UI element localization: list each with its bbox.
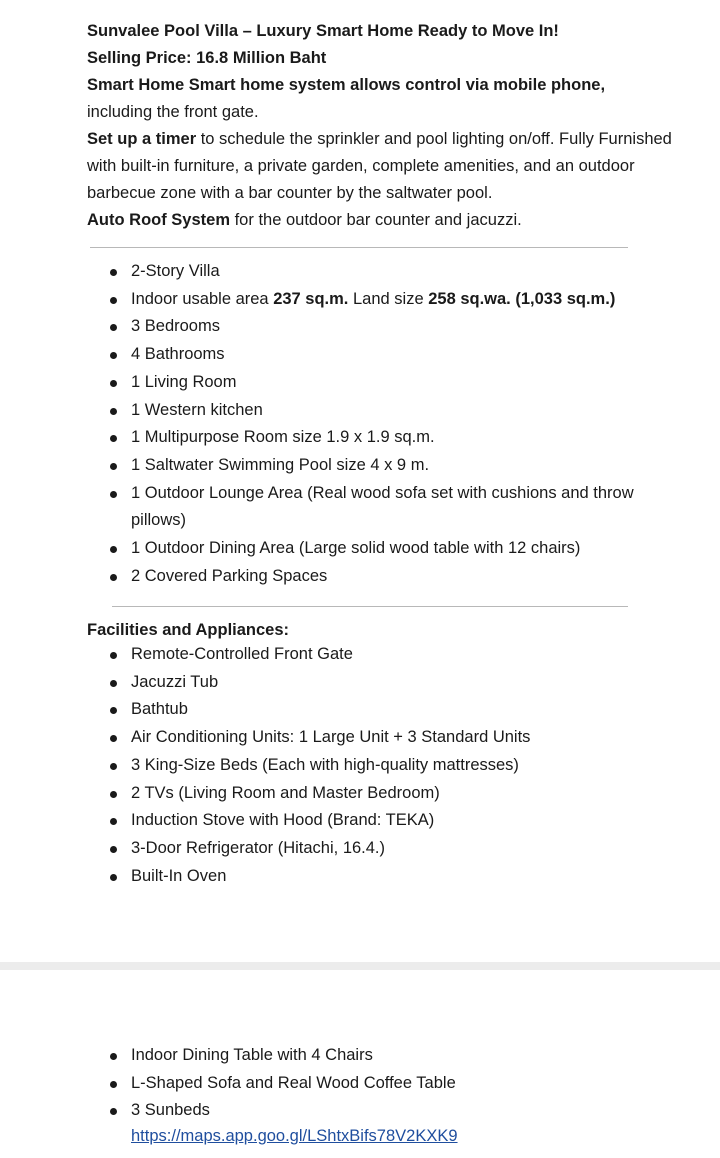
list-item: 3 Sunbeds [108, 1097, 668, 1125]
area-mid: Land size [348, 289, 429, 308]
facilities-list [108, 641, 668, 890]
smart-home-paragraph [87, 72, 687, 126]
list-item: Jacuzzi Tub [108, 669, 668, 697]
roof-label: Auto Roof System [87, 211, 231, 229]
list-item: 4 Bathrooms [108, 341, 668, 369]
list-item: 3 Bedrooms [108, 313, 668, 341]
list-item: 3 King-Size Beds (Each with high-quality mattresses) [108, 752, 668, 780]
list-item: 3-Door Refrigerator (Hitachi, 16.4.) [108, 835, 668, 863]
area-pre: Indoor usable area [131, 289, 274, 308]
list-item: 1 Living Room [108, 369, 668, 397]
roof-paragraph [87, 207, 687, 234]
listing-title: Sunvalee Pool Villa – Luxury Smart Home Ready to Move In! [87, 22, 559, 40]
timer-label: Set up a timer [87, 130, 197, 148]
list-item: 2 TVs (Living Room and Master Bedroom) [108, 780, 668, 808]
list-item: 2-Story Villa [108, 258, 668, 286]
facilities-heading: Facilities and Appliances: [87, 621, 290, 639]
list-item: 1 Multipurpose Room size 1.9 x 1.9 sq.m. [108, 424, 668, 452]
timer-detail: to schedule the sprinkler and pool lighting on/off. Fully Furnished with built-in furniture, a private garden, complete amenities, and an outdoor barbecue zone with a bar counter by the saltwater pool. [87, 130, 672, 202]
list-item: L-Shaped Sofa and Real Wood Coffee Table [108, 1070, 668, 1098]
list-item: Induction Stove with Hood (Brand: TEKA) [108, 807, 668, 835]
list-item-area [108, 286, 668, 314]
usable-area-value: 237 sq.m. [273, 289, 349, 308]
intro-section [87, 18, 687, 234]
list-item: 1 Saltwater Swimming Pool size 4 x 9 m. [108, 452, 668, 480]
timer-paragraph [87, 126, 687, 207]
land-size-value: 258 sq.wa. (1,033 sq.m.) [428, 289, 616, 308]
page-break [0, 962, 720, 970]
smart-home-label: Smart Home Smart home system allows control via mobile phone, [87, 76, 606, 94]
list-item: Air Conditioning Units: 1 Large Unit + 3 Standard Units [108, 724, 668, 752]
document-page-2 [0, 970, 720, 1158]
map-link[interactable]: https://maps.app.goo.gl/LShtxBifs78V2KXK9 [131, 1127, 458, 1145]
divider [112, 606, 628, 607]
list-item: Bathtub [108, 696, 668, 724]
divider [90, 247, 628, 248]
list-item: 1 Outdoor Dining Area (Large solid wood table with 12 chairs) [108, 535, 668, 563]
list-item: Remote-Controlled Front Gate [108, 641, 668, 669]
list-item: Built-In Oven [108, 863, 668, 891]
roof-detail: for the outdoor bar counter and jacuzzi. [230, 211, 522, 229]
selling-price: Selling Price: 16.8 Million Baht [87, 49, 327, 67]
specs-list [108, 258, 668, 590]
list-item: 1 Outdoor Lounge Area (Real wood sofa set with cushions and throw pillows) [108, 480, 668, 535]
more-items-list [108, 1042, 668, 1125]
list-item: 2 Covered Parking Spaces [108, 563, 668, 591]
list-item: 1 Western kitchen [108, 397, 668, 425]
list-item: Indoor Dining Table with 4 Chairs [108, 1042, 668, 1070]
smart-home-detail: including the front gate. [87, 103, 259, 121]
